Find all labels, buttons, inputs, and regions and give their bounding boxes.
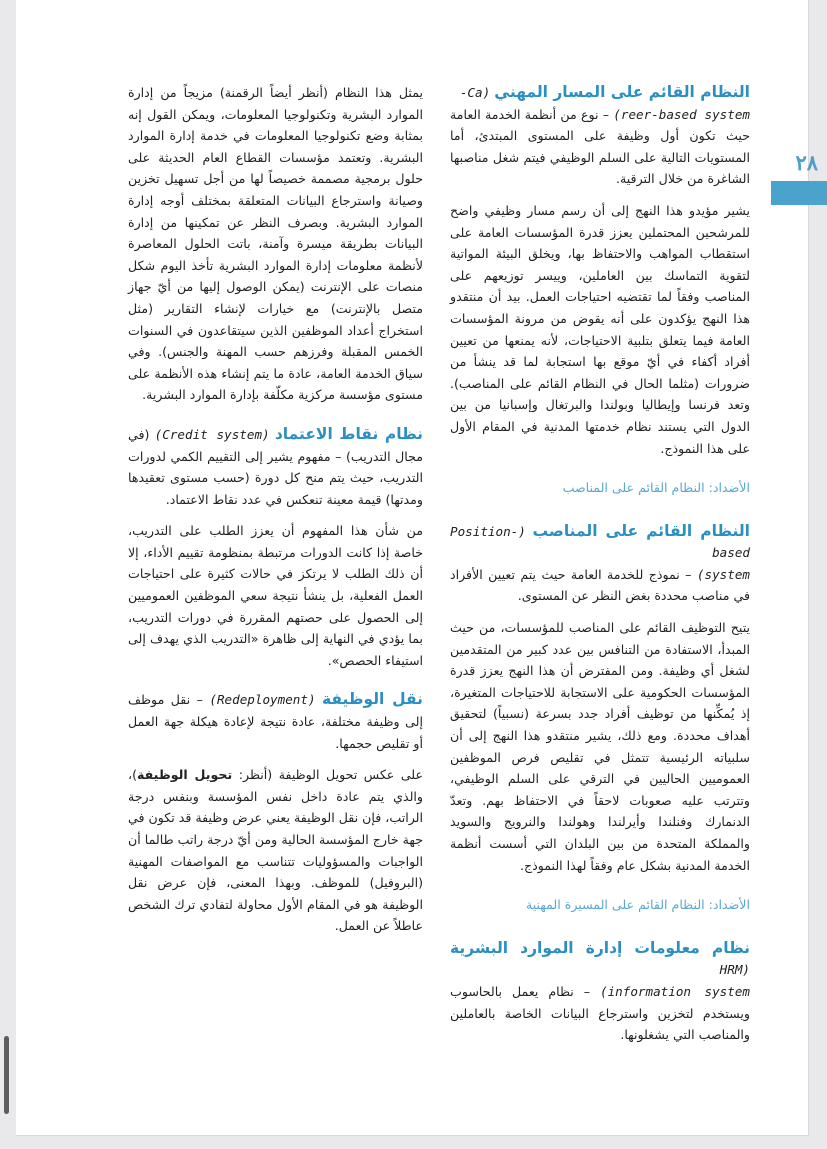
entry-credit-system — [128, 424, 423, 672]
see-also-link[interactable]: الأضداد: النظام القائم على المسيرة المهنية — [525, 897, 750, 913]
entry-latin-term-start: (Ca- — [459, 85, 491, 100]
entry-latin-term-start: (HRM — [719, 962, 750, 978]
paragraph-text-start: على عكس تحويل الوظيفة (أنظر: — [232, 767, 423, 783]
entry-redeployment — [128, 689, 423, 937]
left-column — [128, 82, 423, 955]
entry-career-based-system — [450, 82, 750, 499]
entry-position-based-system — [450, 521, 750, 916]
entry-term: نقل الوظيفة — [322, 690, 423, 709]
page-number: ٢٨ — [795, 150, 818, 175]
entry-definition-text: – نظام يعمل بالحاسوب ويستخدم لتخزين واسترجاع البيانات الخاصة بالعاملين والمناصب التي يشغلونها. — [450, 983, 750, 1043]
entry-paragraph — [128, 764, 423, 937]
entry-definition — [128, 424, 423, 510]
document-page — [16, 0, 818, 1136]
entry-latin-term: (Credit system) — [154, 426, 270, 442]
entry-latin-term-end: information system) — [599, 983, 750, 999]
entry-latin-term-end: reer-based system) — [613, 106, 750, 122]
entry-latin-term-start: (Position-based — [450, 523, 750, 561]
entry-definition — [128, 689, 423, 754]
entry-term: نظام معلومات إدارة الموارد البشرية — [450, 938, 750, 957]
entry-definition — [450, 521, 750, 607]
entry-definition-text: – نقل موظف إلى وظيفة مختلفة، عادة نتيجة لإعادة هيكلة جهة العمل أو تقليص حجمها. — [128, 692, 423, 751]
entry-latin-term: (Redeployment) — [209, 692, 316, 708]
entry-definition-text: (في مجال التدريب) – مفهوم يشير إلى التقييم الكمي لدورات التدريب، حيث يتم منح كل دورة (حسب مستوى تعقيدها ومدتها) قيمة معينة تنعكس في عدد نقاط الاعتماد. — [128, 426, 423, 507]
entry-definition — [450, 938, 750, 1046]
hrm-continuation-paragraph: يمثل هذا النظام (أنظر أيضاً الرقمنة) مزيجاً من إدارة الموارد البشرية وتكنولوجيا المعلومات، ويمكن القول إنه بمثابة وضع تكنولوجيا المعلومات في خدمة إدارة الموارد البشرية. وتعتمد مؤسسات القطاع العام الحديثة على حلول برمجية مصممة خصيصاً لها من أجل تسهيل تخزين وصيانة واسترجاع البيانات المتعلقة بمختلف أوجه إدارة الموارد البشرية. وبصرف النظر عن تمكينها من إدارة البيانات بطريقة ميسرة وآمنة، باتت الحلول المعاصرة لأنظمة معلومات إدارة الموارد البشرية تأخذ اليوم شكل منصات على الإنترنت (يمكن الوصول إليها من أيّ جهاز متصل بالإنترنت) مع خيارات لإنشاء التقارير (مثل استخراج أعداد الموظفين الذين سيتقاعدون في السنوات الخمس المقبلة وفرزهم حسب المهنة والجنس). وفي سياق الخدمة العامة، عادة ما يتم إنشاء هذه الأنظمة على مستوى مؤسسة مركزية مكلّفة بإدارة الموارد البشرية. — [128, 85, 423, 403]
entry-paragraph: من شأن هذا المفهوم أن يعزز الطلب على التدريب، خاصة إذا كانت الدورات مرتبطة بمنظومة تقييم الأداء، إلا أن ذلك الطلب لا يرتكز في حالات كثيرة على احتياجات العمل الفعلية، بل ينشأ نتيجة سعي الموظفين العموميين إلى الحصول على حصتهم المقررة في دورات التدريب، بما يؤدي في النهاية إلى ظاهرة «التدريب الذي يهدف إلى استيفاء الحصص». — [128, 523, 423, 668]
entry-paragraph: يتيح التوظيف القائم على المناصب للمؤسسات، من حيث المبدأ، الاستفادة من التنافس بين عدد كبير من المتقدمين لشغل أي وظيفة. ومن المفترض أن هذا النهج يعزز قدرة المؤسسات الحكومية على الاستجابة للاحتياجات المتغيرة، إذ يُمكِّنها من توظيف أفراد جدد بسرعة (نسبياً) لتحقيق أهداف محددة. ومع ذلك، يشير منتقدو هذا النهج إلى أن سلبياته الرئيسية تتمثل في تقليص فرص الموظفين العموميين الحاليين في الترقي على السلم الوظيفي، وتترتب عليه صعوبات لاحقاً في الاحتفاظ بهم. وتعدّ الدنمارك وفنلندا وأيرلندا وهولندا والنرويج والسويد والمملكة المتحدة من بين البلدان التي أسست أنظمة الخدمة المدنية بشكل عام وفقاً لهذا النموذج. — [450, 620, 750, 873]
see-also-link[interactable]: الأضداد: النظام القائم على المناصب — [562, 480, 750, 496]
paragraph-text-end: )، والذي يتم عادة داخل نفس المؤسسة وبنفس درجة الراتب، فإن نقل الوظيفة يعني عرض وظيفة قد تكون في جهة خارج المؤسسة الحالية ومن أيّ درجة راتب طالما أن الواجبات والمسؤوليات تتناسب مع المواصفات المهنية (البروفيل) للموظف. وبهذا المعنى، فإن عرض نقل الوظيفة هو في المقام الأول محاولة لتفادي ترك الشخص عاطلاً عن العمل. — [127, 767, 423, 934]
entry-definition — [450, 82, 750, 190]
entry-term: النظام القائم على المناصب — [532, 521, 750, 540]
entry-term: نظام نقاط الاعتماد — [274, 424, 423, 443]
entry-definition-text: – نوع من أنظمة الخدمة العامة حيث تكون أول وظيفة على المستوى المبتدئ، أما المستويات التالية على السلم الوظيفي فيتم شغل مناصبها الشاغرة من خلال الترقية. — [450, 106, 750, 187]
entry-hrm-information-system — [450, 938, 750, 1046]
entry-paragraph: يشير مؤيدو هذا النهج إلى أن رسم مسار وظيفي واضح للمرشحين المحتملين يعزز قدرة المؤسسات العامة على استقطاب المواهب والاحتفاظ بها، ويخلق البيئة المواتية لتقوية التماسك بين العاملين، وييسر توزيعهم على المناصب وفقاً لما تقتضيه احتياجات العمل. بيد أن منتقدو هذا النهج يؤكدون على أنه يقوض من مرونة المؤسسات العامة فيما يتعلق بتلبية الاحتياجات، لأنه يمنعها من تعيين أفراد أكفاء في أيّ موقع بها استجابة لما قد ينشأ من ضرورات (مثلما الحال في النظام القائم على المناصب). وتعد فرنسا وإيطاليا وبولندا والبرتغال وإسبانيا من بين الدول التي يستند نظام خدمتها المدنية في المقام الأول على هذا النموذج. — [450, 202, 750, 456]
entry-latin-term-end: system) — [696, 566, 750, 582]
right-column — [450, 82, 750, 1056]
page-accent-bar — [771, 181, 827, 205]
cross-reference-term: تحويل الوظيفة — [136, 767, 233, 783]
entry-term: النظام القائم على المسار المهني — [494, 83, 750, 101]
scrollbar-handle[interactable] — [4, 1036, 9, 1114]
entry-definition-text: – نموذج للخدمة العامة حيث يتم تعيين الأفراد في مناصب محددة بغض النظر عن المستوى. — [450, 566, 750, 604]
